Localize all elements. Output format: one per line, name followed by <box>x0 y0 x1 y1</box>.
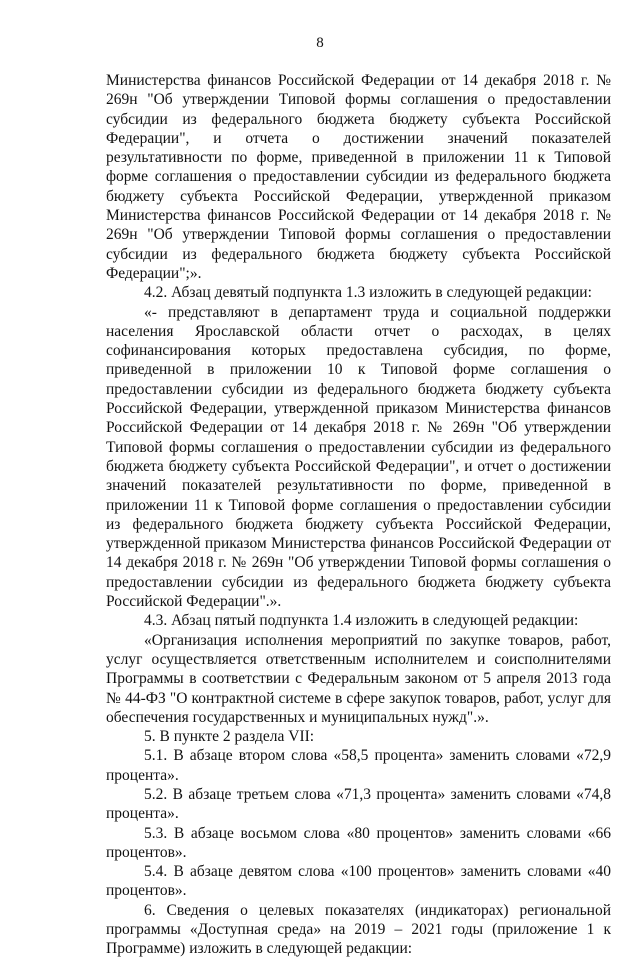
paragraph-continuation: Министерства финансов Российской Федерации от 14 декабря 2018 г. № 269н "Об утверждении Типовой формы соглашения о предоставлении субсидии из федерального бюджета бюджету субъекта Российской Федерации", и отчета о достижении значений показателей результативности по форме, приведенной в приложении 11 к Типовой форме соглашения о предоставлении субсидии из федерального бюджета бюджету субъекта Российской Федерации, утвержденной приказом Министерства финансов Российской Федерации от 14 декабря 2018 г. № 269н "Об утверждении Типовой формы соглашения о предоставлении субсидии из федерального бюджета бюджету субъекта Российской Федерации";». <box>106 72 611 282</box>
paragraph-4-3: 4.3. Абзац пятый подпункта 1.4 изложить в следующей редакции: <box>144 612 579 630</box>
paragraph-6: 6. Сведения о целевых показателях (индикаторах) региональной программы «Доступная среда» на 2019 – 2021 годы (приложение 1 к Программе) изложить в следующей редакции: <box>106 901 611 958</box>
paragraph-5-1: 5.1. В абзаце втором слова «58,5 процента» заменить словами «72,9 процента». <box>106 747 611 784</box>
paragraph-5: 5. В пункте 2 раздела VII: <box>144 728 315 746</box>
paragraph-5-4: 5.4. В абзаце девятом слова «100 процентов» заменить словами «40 процентов». <box>106 863 611 900</box>
paragraph-4-2-quote: «- представляют в департамент труда и социальной поддержки населения Ярославской области отчет о расходах, в целях софинансирования которых предоставлена субсидия, по форме, приведенной в приложении 10 к Типовой форме соглашения о предоставлении субсидии из федерального бюджета бюджету субъекта Российской Федерации, утвержденной приказом Министерства финансов Российской Федерации от 14 декабря 2018 г. № 269н "Об утверждении Типовой формы соглашения о предоставлении субсидии из федерального бюджета бюджету субъекта Российской Федерации", и отчет о достижении значений показателей результативности по форме, приведенной в приложении 11 к Типовой форме соглашения о предоставлении субсидии из федерального бюджета бюджету субъекта Российской Федерации, утвержденной приказом Министерства финансов Российской Федерации от 14 декабря 2018 г. № 269н "Об утверждении Типовой формы соглашения о предоставлении субсидии из федерального бюджета бюджету субъекта Российской Федерации".». <box>106 303 611 611</box>
page-number: 8 <box>316 35 324 51</box>
paragraph-4-3-quote: «Организация исполнения мероприятий по закупке товаров, работ, услуг осуществляется ответственным исполнителем и соисполнителями Программы в соответствии с Федеральным законом от 5 апреля 2013 года № 44-ФЗ "О контрактной системе в сфере закупок товаров, работ, услуг для обеспечения государственных и муниципальных нужд".». <box>106 631 611 726</box>
paragraph-5-2: 5.2. В абзаце третьем слова «71,3 процента» заменить словами «74,8 процента». <box>106 785 611 823</box>
paragraph-4-2: 4.2. Абзац девятый подпункта 1.3 изложить в следующей редакции: <box>144 284 592 302</box>
paragraph-5-3: 5.3. В абзаце восьмом слова «80 процентов» заменить словами «66 процентов». <box>106 824 611 861</box>
document-body <box>106 71 611 959</box>
